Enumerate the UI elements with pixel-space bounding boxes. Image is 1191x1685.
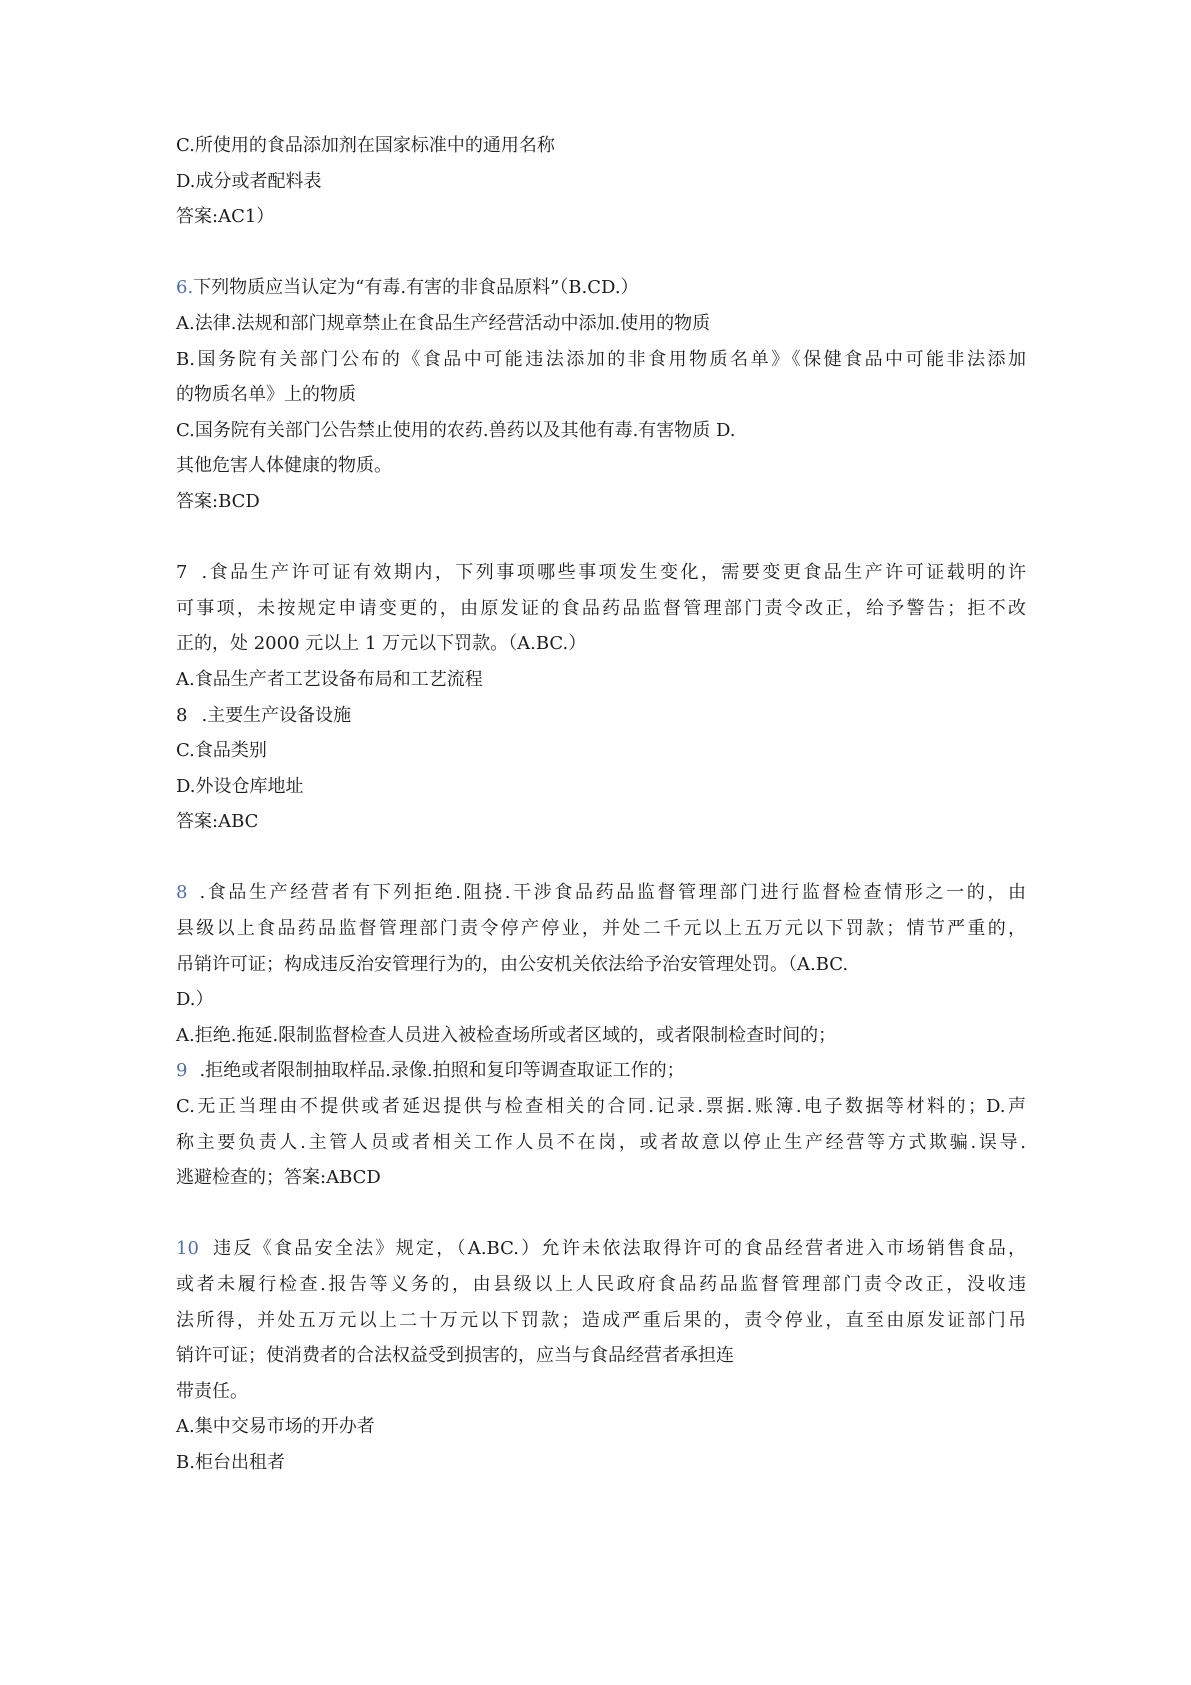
line-text: C.国务院有关部门公告禁止使用的农药.兽药以及其他有毒.有害物质 D. [176, 419, 736, 441]
question-number: 8 [176, 882, 188, 904]
line-text: A.集中交易市场的开办者 [176, 1416, 375, 1438]
line-text: A.拒绝.拖延.限制监督检查人员进入被检查场所或者区域的，或者限制检查时间的； [176, 1024, 837, 1046]
line-text: .主要生产设备设施 [201, 704, 352, 726]
text-line [176, 733, 1026, 769]
question-block [176, 555, 1026, 840]
line-text: 正的，处 2000 元以上 1 万元以下罚款。（A.BC.） [176, 633, 587, 655]
line-text: 吊销许可证；构成违反治安管理行为的，由公安机关依法给予治安管理处罚。（A.BC. [176, 953, 849, 975]
text-line [176, 484, 1026, 520]
line-text: A.法律.法规和部门规章禁止在食品生产经营活动中添加.使用的物质 [176, 312, 711, 334]
line-text: 的物质名单》上的物质 [176, 384, 356, 406]
text-line [176, 1267, 1026, 1303]
line-text: 答案:ABC [176, 811, 259, 833]
question-number: 10 [176, 1238, 199, 1260]
text-line [176, 1374, 1026, 1410]
line-text: A.食品生产者工艺设备布局和工艺流程 [176, 668, 483, 690]
line-text: 县级以上食品药品监督管理部门责令停产停业，并处二千元以上五万元以下罚款；情节严重的， [176, 918, 1026, 940]
line-text: 下列物质应当认定为“有毒.有害的非食品原料”（B.CD.） [193, 277, 639, 299]
line-text: C.食品类别 [176, 740, 267, 762]
text-line [176, 911, 1026, 947]
text-line [176, 342, 1026, 378]
text-line [176, 769, 1026, 805]
text-line [176, 1409, 1026, 1445]
text-line [176, 1303, 1026, 1339]
line-text: 带责任。 [176, 1380, 248, 1402]
question-number: 9 [176, 1060, 188, 1082]
text-line [176, 591, 1026, 627]
line-text: 称主要负责人.主管人员或者相关工作人员不在岗，或者故意以停止生产经营等方式欺骗.误导. [176, 1131, 1026, 1153]
question-block [176, 270, 1026, 519]
text-line [176, 804, 1026, 840]
text-line [176, 982, 1026, 1018]
text-line [176, 1445, 1026, 1481]
text-line [176, 1338, 1026, 1374]
question-number: 6. [176, 277, 194, 299]
text-line [176, 164, 1026, 200]
paragraph-gap [176, 235, 1026, 271]
line-text: C.无正当理由不提供或者延迟提供与检查相关的合同.记录.票据.账簿.电子数据等材料的；D.声 [176, 1096, 1026, 1118]
text-line [176, 1231, 1026, 1267]
text-line [176, 306, 1026, 342]
line-text: 答案:AC1） [176, 206, 275, 228]
question-block [176, 1231, 1026, 1480]
text-line [176, 1089, 1026, 1125]
line-text: 逃避检查的；答案:ABCD [176, 1167, 381, 1189]
line-text: .食品生产经营者有下列拒绝.阻挠.干涉食品药品监督管理部门进行监督检查情形之一的，由 [199, 882, 1026, 904]
text-line [176, 1018, 1026, 1054]
text-line [176, 377, 1026, 413]
line-text: 其他危害人体健康的物质。 [176, 455, 392, 477]
text-line [176, 698, 1026, 734]
item-number: 7 [176, 562, 188, 584]
text-line [176, 270, 1026, 306]
question-block [176, 128, 1026, 235]
text-line [176, 413, 1026, 449]
paragraph-gap [176, 1196, 1026, 1232]
text-line [176, 128, 1026, 164]
line-text: D.成分或者配料表 [176, 170, 322, 192]
text-line [176, 1160, 1026, 1196]
paragraph-gap [176, 840, 1026, 876]
line-text: 答案:BCD [176, 490, 260, 512]
text-line [176, 1125, 1026, 1161]
line-text: B.柜台出租者 [176, 1451, 285, 1473]
line-text: 法所得，并处五万元以上二十万元以下罚款；造成严重后果的，责令停业，直至由原发证部门吊 [176, 1309, 1026, 1331]
text-line [176, 199, 1026, 235]
line-text: C.所使用的食品添加剂在国家标准中的通用名称 [176, 135, 555, 156]
question-block [176, 875, 1026, 1195]
text-line [176, 555, 1026, 591]
line-text: B.国务院有关部门公布的《食品中可能违法添加的非食用物质名单》《保健食品中可能非法添加 [176, 348, 1026, 370]
line-text: 销许可证；使消费者的合法权益受到损害的，应当与食品经营者承担连 [176, 1345, 734, 1367]
text-line [176, 448, 1026, 484]
line-text: 可事项，未按规定申请变更的，由原发证的食品药品监督管理部门责令改正，给予警告；拒不改 [176, 597, 1026, 619]
item-number: 8 [176, 704, 188, 726]
line-text: 或者未履行检查.报告等义务的，由县级以上人民政府食品药品监督管理部门责令改正，没收违 [176, 1274, 1026, 1295]
text-line [176, 947, 1026, 983]
text-line [176, 875, 1026, 911]
text-line [176, 626, 1026, 662]
line-text: D.） [176, 989, 214, 1011]
line-text: .食品生产许可证有效期内，下列事项哪些事项发生变化，需要变更食品生产许可证载明的许 [201, 562, 1026, 584]
document-body [176, 128, 1026, 1481]
text-line [176, 662, 1026, 698]
line-text: D.外设仓库地址 [176, 775, 304, 797]
line-text: 违反《食品安全法》规定，（A.BC.）允许未依法取得许可的食品经营者进入市场销售食品， [210, 1238, 1026, 1260]
line-text: .拒绝或者限制抽取样品.录像.拍照和复印等调查取证工作的； [199, 1060, 685, 1082]
text-line [176, 1053, 1026, 1089]
paragraph-gap [176, 520, 1026, 556]
